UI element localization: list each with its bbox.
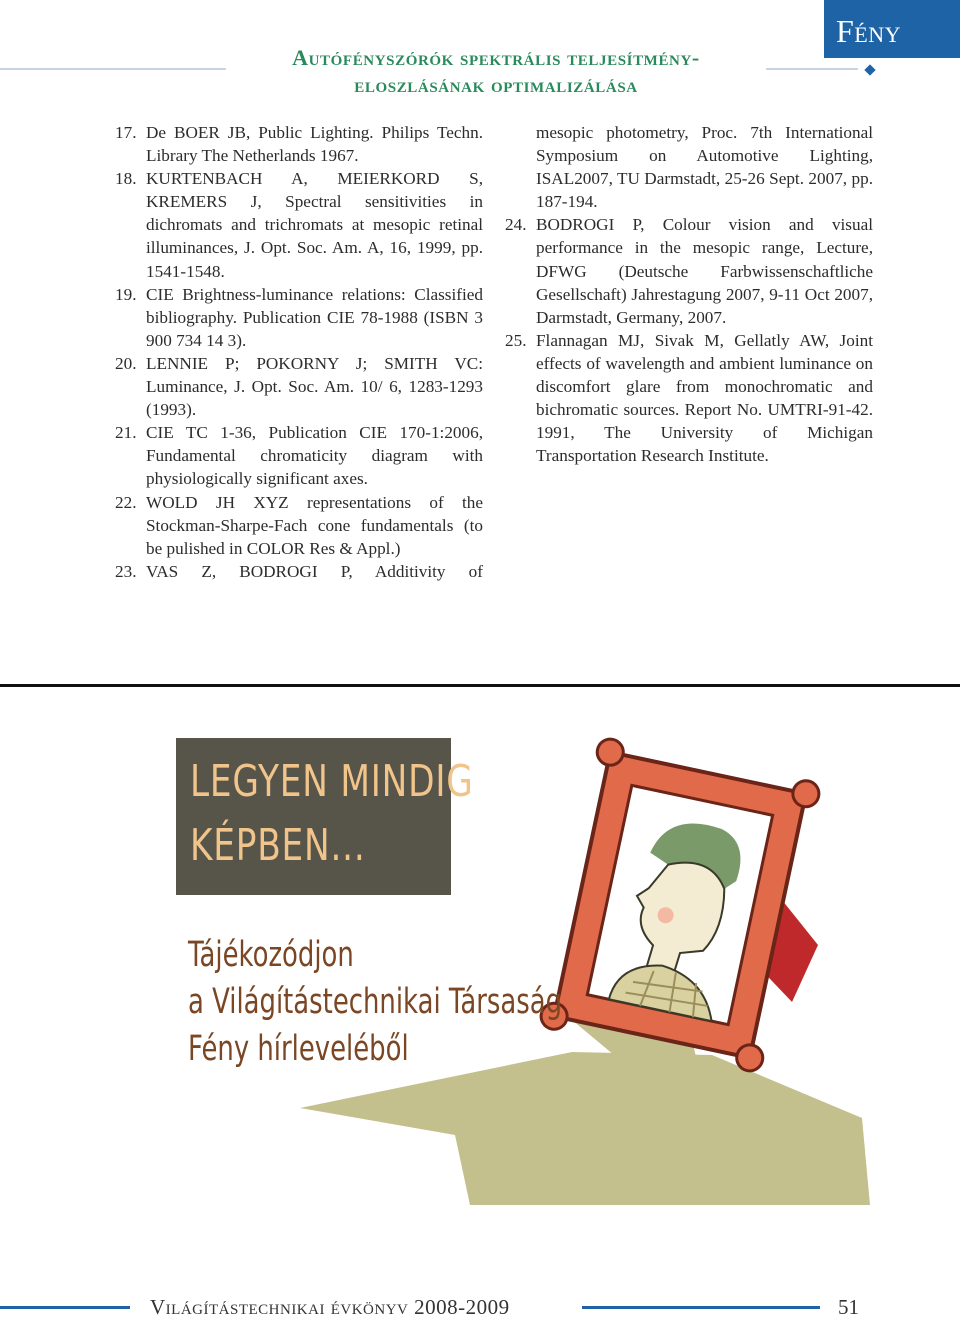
reference-text: VAS Z, BODROGI P, Additivity of xyxy=(146,561,483,581)
reference-text: BODROGI P, Colour vision and visual performance in the mesopic range, Lecture, DFWG (Deutsche Farbwissenschaftliche Gesellschaft) Jahrestagung 2007, 9-11 Oct 2007, Darmstadt, Germany, 2007. xyxy=(536,215,873,327)
reference-number: 25. xyxy=(505,330,527,350)
ad-body-line2: a Világítástechnikai Társaság xyxy=(188,982,563,1022)
reference-text: WOLD JH XYZ representations of the Stockman-Sharpe-Fach cone fundamentals (to be pulished in COLOR Res & Appl.) xyxy=(146,492,483,558)
reference-text: LENNIE P; POKORNY J; SMITH VC: Luminance, J. Opt. Soc. Am. 10/ 6, 1283-1293 (1993). xyxy=(146,353,483,420)
reference-number: 22. xyxy=(115,492,137,512)
reference-number: 19. xyxy=(115,284,137,304)
reference-text: CIE TC 1-36, Publication CIE 170-1:2006, Fundamental chromaticity diagram with physiologically significant axes. xyxy=(146,423,483,489)
article-title-line1: Autófényszórók spektrális teljesítmény- xyxy=(292,45,700,70)
ad-body-line1: Tájékozódjon xyxy=(188,935,354,975)
paper-shape xyxy=(300,1052,870,1205)
footer-rule-right xyxy=(582,1306,820,1309)
ad-headline-box xyxy=(176,738,474,895)
reference-text: Flannagan MJ, Sivak M, Gellatly AW, Joint effects of wavelength and ambient luminance on discomfort glare from monochromatic and bichromatic sources. Report No. UMTRI-91-42. 1991, The University of Michigan Transportation Research Institute. xyxy=(536,330,873,466)
reference-number: 17. xyxy=(115,123,137,142)
reference-number: 20. xyxy=(115,353,137,373)
reference-number: 18. xyxy=(115,169,137,189)
reference-text: mesopic photometry, Proc. 7th International Symposium on Automotive Lighting, ISAL2007, TU Darmstadt, 25-26 Sept. 2007, pp. 187-194. xyxy=(536,123,873,212)
reference-text: De BOER JB, Public Lighting. Philips Techn. Library The Netherlands 1967. xyxy=(146,123,483,166)
reference-number: 23. xyxy=(115,561,137,581)
page-number: 51 xyxy=(838,1295,859,1319)
reference-text: CIE Brightness-luminance relations: Classified bibliography. Publication CIE 78-1988 (ISBN 3 900 734 14 3). xyxy=(146,284,483,350)
reference-number: 24. xyxy=(505,215,527,235)
footer-title: Világítástechnikai évkönyv 2008-2009 xyxy=(150,1295,510,1319)
ad-headline-line2: KÉPBEN... xyxy=(190,820,366,871)
reference-text: KURTENBACH A, MEIERKORD S, KREMERS J, Spectral sensitivities in dichromats and trichromats at mesopic retinal illuminances, J. Opt. Soc. Am. A, 16, 1999, pp. 1541-1548. xyxy=(146,169,483,281)
ad-headline-line1: LEGYEN MINDIG xyxy=(190,756,474,807)
reference-number: 21. xyxy=(115,423,137,443)
ad-body-line3: Fény hírleveléből xyxy=(188,1029,409,1069)
article-title-line2: eloszlásának optimalizálása xyxy=(354,72,638,97)
section-tab: Fény xyxy=(824,0,960,58)
footer-rule-left xyxy=(0,1306,130,1309)
